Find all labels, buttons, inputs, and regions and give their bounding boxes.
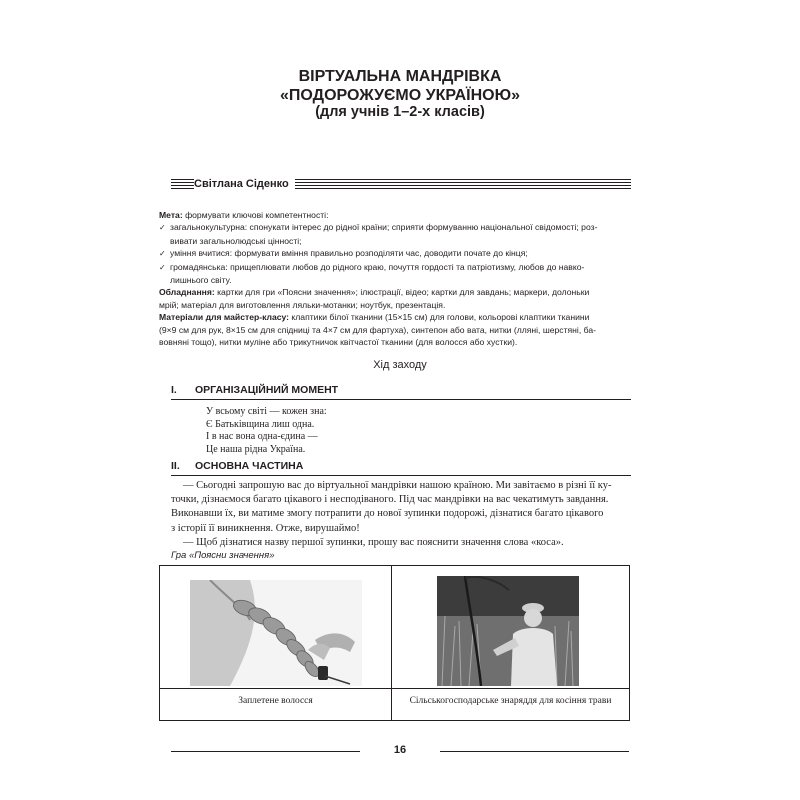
goal-label: Мета: xyxy=(159,210,183,220)
materials-line-1: клаптики білої тканини (15×15 см) для голови, кольорові клаптики тканини xyxy=(289,312,590,323)
prose-line: — Сьогодні запрошую вас до віртуальної мандрівки нашою країною. Ми завітаємо в різні її ку- xyxy=(183,480,612,491)
event-heading: Хід заходу xyxy=(373,359,427,371)
poem-line: І в нас вона одна-єдина — xyxy=(206,431,318,442)
poem-line: У всьому світі — кожен зна: xyxy=(206,406,327,417)
prose-line: Виконавши їх, ви матиме змогу потрапити до нової зупинки подорожі, дізнатися багато цікавого xyxy=(171,508,604,520)
section-2-heading xyxy=(171,460,303,472)
goal-item-1-line-1: загальнокультурна: спонукати інтерес до рідної країни; сприяти формуванню національної свідомості; роз- xyxy=(170,222,598,233)
page-number: 16 xyxy=(360,744,440,756)
prose-line: — Щоб дізнатися назву першої зупинки, прошу вас пояснити значення слова «коса». xyxy=(183,536,564,548)
materials-line-2: (9×9 см для рук, 8×15 см для спідниці та 4×7 см для фартуха), синтепон або вата, нитки (лляні, шерстяні, ба- xyxy=(159,324,596,335)
left-caption: Заплетене волосся xyxy=(238,696,313,706)
game-label: Гра «Поясни значення» xyxy=(171,550,275,561)
title-line-1: ВІРТУАЛЬНА МАНДРІВКА xyxy=(298,68,502,85)
poem-line: Є Батьківщина лиш одна. xyxy=(206,418,315,430)
prose-block xyxy=(171,479,631,550)
lesson-objectives xyxy=(159,209,639,348)
table-divider-horizontal xyxy=(160,688,629,689)
illustration-table xyxy=(159,565,630,721)
goal-item-2: уміння вчитися: формувати вміння правильно розподіляти час, доводити почате до кінця; xyxy=(170,248,528,259)
title-line-2: «ПОДОРОЖУЄМО УКРАЇНОЮ» xyxy=(280,87,520,104)
checkmark-icon: ✓ xyxy=(159,262,166,272)
equipment-label: Обладнання: xyxy=(159,287,215,298)
section-2-title: ОСНОВНА ЧАСТИНА xyxy=(195,460,304,472)
prose-line: з історії її виникнення. Отже, вирушаймо! xyxy=(171,522,360,534)
footer-rule-right xyxy=(429,751,629,752)
braided-hair-photo xyxy=(190,580,362,686)
section-1-heading xyxy=(171,384,338,396)
scythe-farmer-photo xyxy=(437,576,579,686)
prose-line: точки, дізнаємося багато цікавого і несподіваного. Під час мандрівки на вас чекатимуть завдання. xyxy=(171,494,609,506)
goal-item-3-line-1: громадянська: прищеплювати любов до рідного краю, почуття гордості та патріотизму, любов до навко- xyxy=(170,261,585,272)
equipment-line-1: картки для гри «Поясни значення»; ілюстрації, відео; картки для завдань; маркери, долоньки xyxy=(214,287,590,298)
right-caption: Сільськогосподарське знаряддя для косіння трави xyxy=(409,696,612,706)
checkmark-icon: ✓ xyxy=(159,223,166,233)
section-1-rule xyxy=(171,399,631,400)
checkmark-icon: ✓ xyxy=(159,249,166,259)
poem-line: Це наша рідна Україна. xyxy=(206,443,306,455)
goal-item-1-line-2: вивати загальнолюдські цінності; xyxy=(170,235,302,246)
author-name: Світлана Сіденко xyxy=(194,176,295,192)
materials-line-3: вовняні тощо), нитки муліне або трикутничок квітчастої тканини (для волосся або хустки). xyxy=(159,337,518,348)
goal-item-3-line-2: лишнього світу. xyxy=(170,275,232,286)
materials-label: Матеріали для майстер-класу: xyxy=(159,312,290,323)
footer-rule-left xyxy=(171,751,371,752)
section-1-number: I. xyxy=(171,384,177,396)
section-1-title: ОРГАНІЗАЦІЙНИЙ МОМЕНТ xyxy=(195,384,339,396)
equipment-line-2: мрій; матеріал для виготовлення ляльки-мотанки; ноутбук, презентація. xyxy=(159,299,446,310)
section-2-number: II. xyxy=(171,460,180,472)
author-bar xyxy=(171,176,631,192)
section-2-rule xyxy=(171,475,631,476)
poem xyxy=(206,406,327,456)
title-subtitle: (для учнів 1–2-х класів) xyxy=(315,104,485,120)
goal-text: формувати ключові компетентності: xyxy=(182,210,329,220)
